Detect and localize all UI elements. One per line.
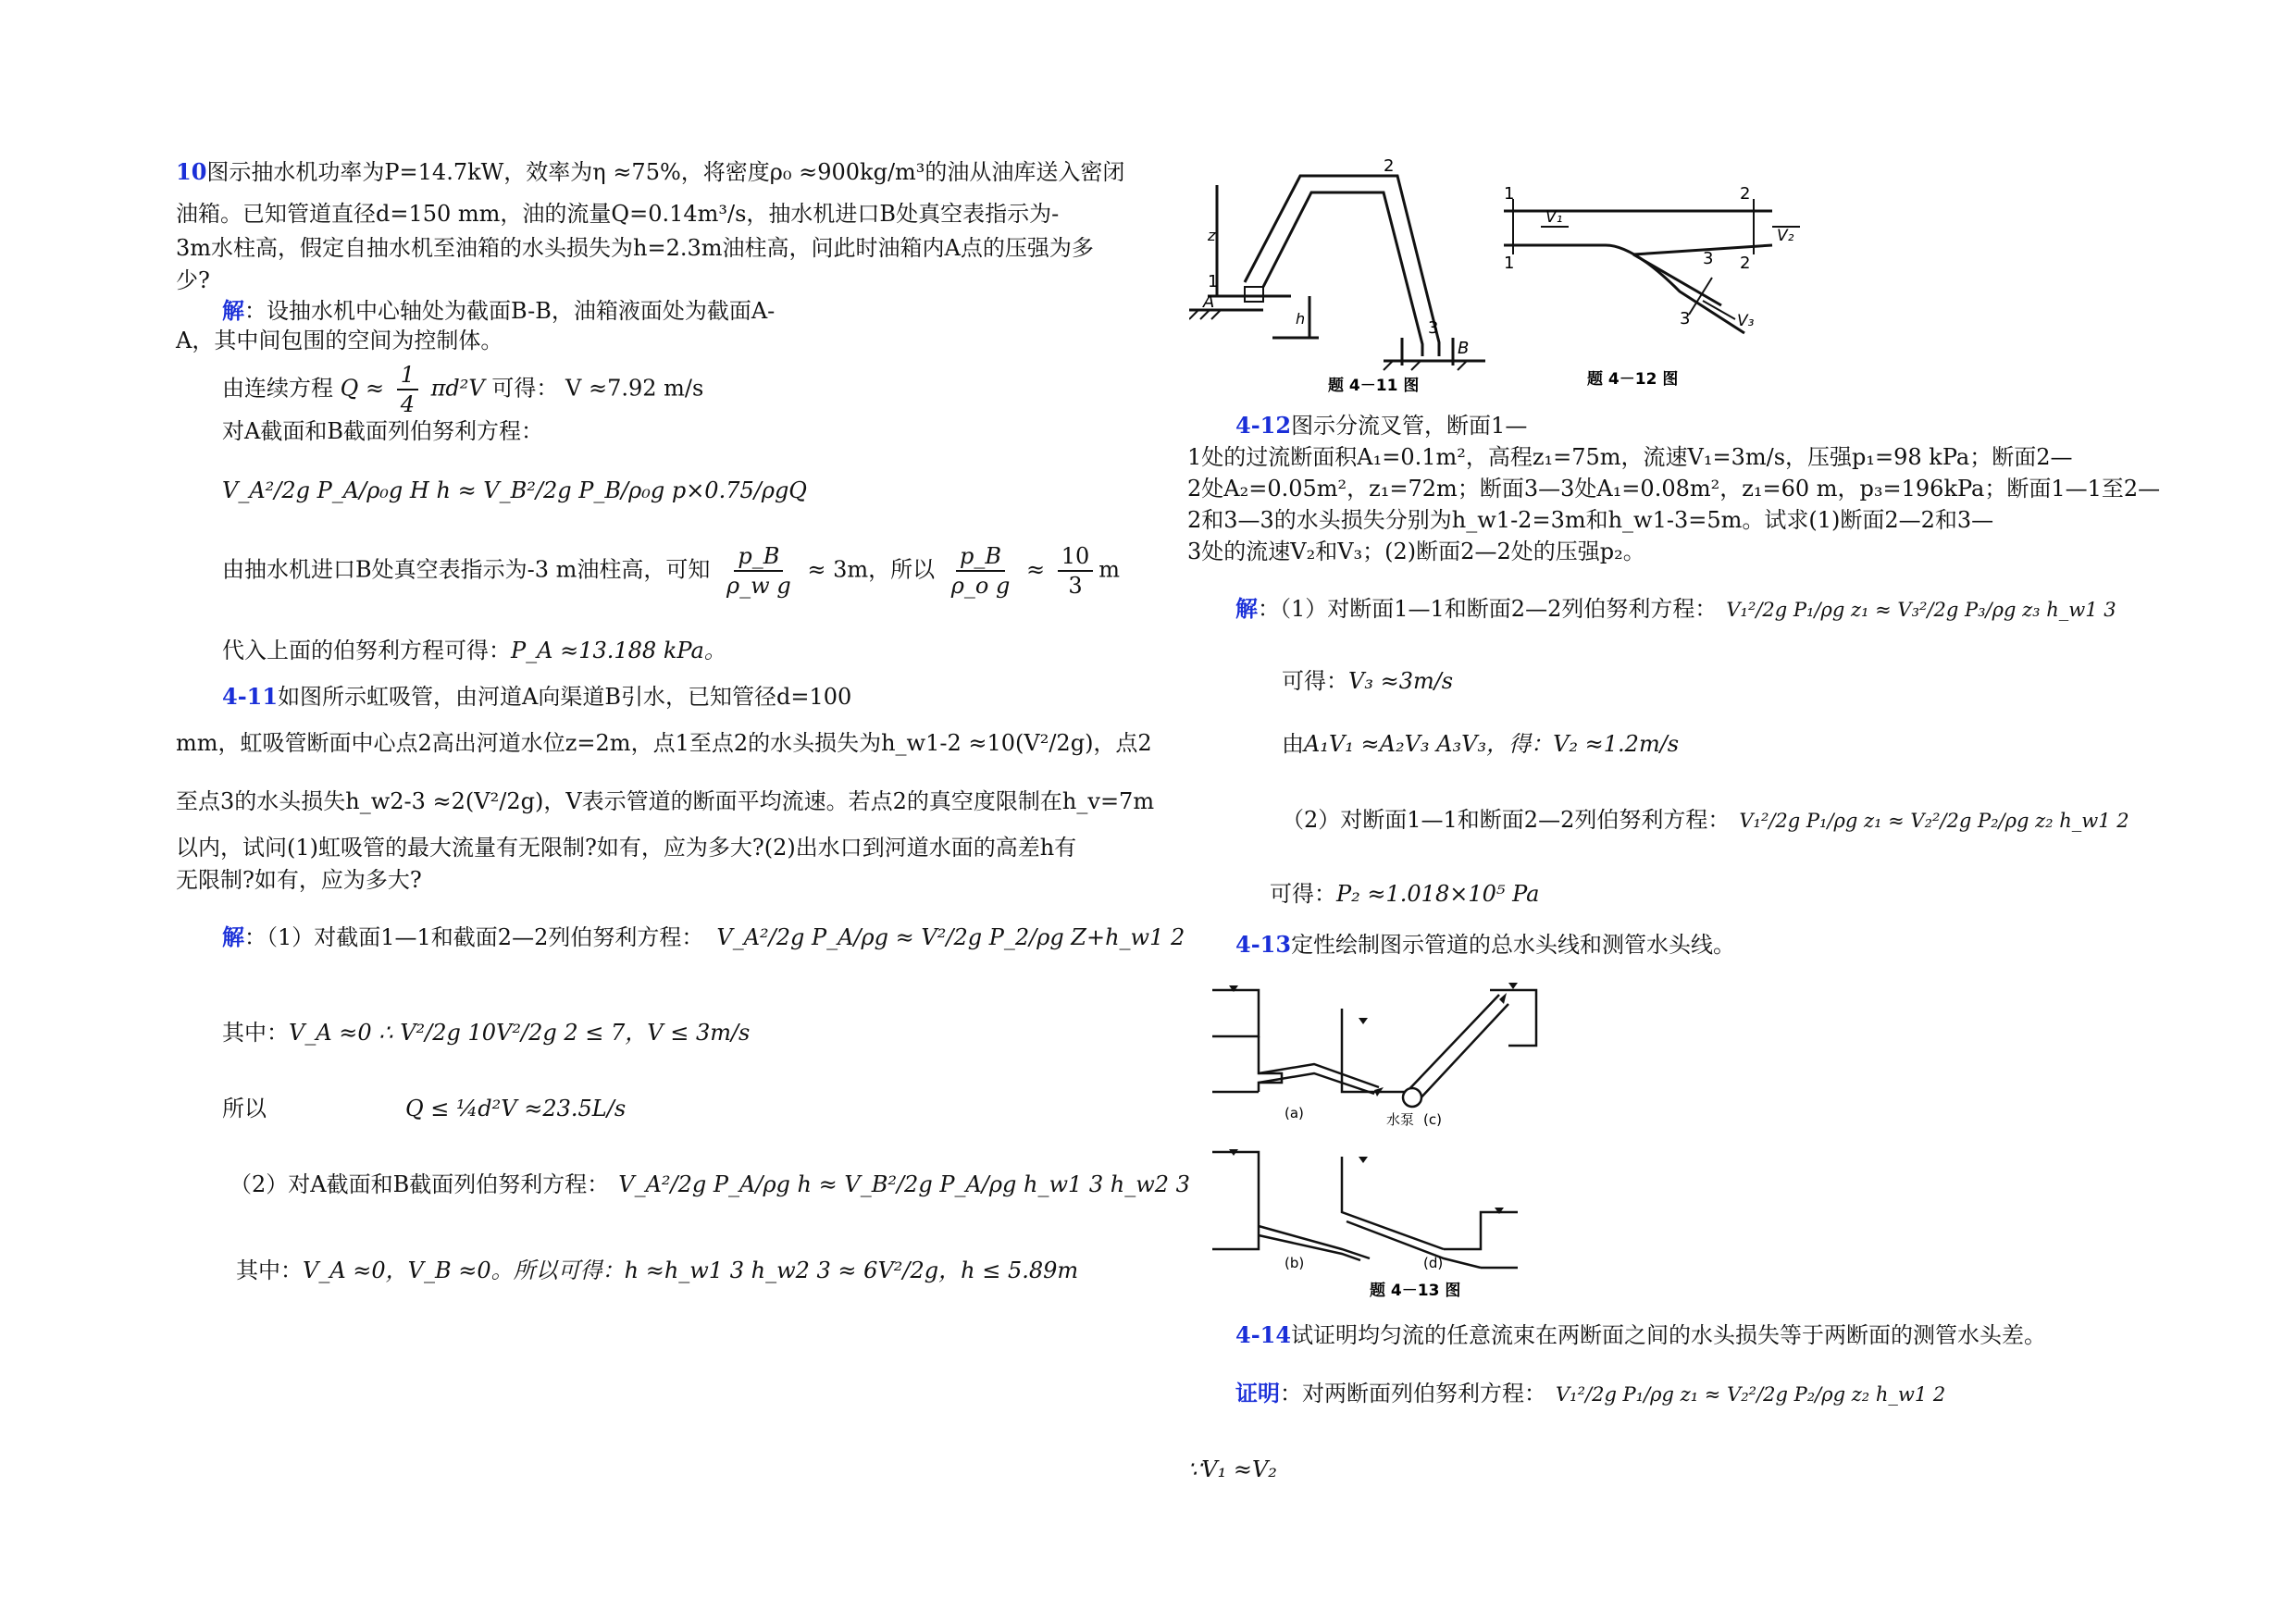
figure-caption: 题 4－13 图: [1370, 1282, 1461, 1300]
problem-4-12-line-2: 1处的过流断面积A₁=0.1m²，高程z₁=75m，流速V₁=3m/s，压强p₁=98 kPa；断面2—: [1187, 444, 2073, 470]
problem-4-11-line-5: 无限制?如有，应为多大?: [176, 867, 422, 893]
solution-11-final: 其中：V_A ≈0，V_B ≈0。所以可得：h ≈h_w1 3 h_w2 3 ≈ 6V²/2g，h ≤ 5.89m: [236, 1258, 1079, 1283]
problem-4-13: 4-13定性绘制图示管道的总水头线和测管水头线。: [1235, 931, 1736, 958]
solution-12-result-1: 可得：V₃ ≈3m/s: [1282, 668, 1454, 694]
figure-label: V₃: [1737, 312, 1755, 330]
figure-label: 3: [1680, 309, 1691, 328]
figure-4-12-branch-pipe: [1495, 185, 1800, 398]
figure-label: (a): [1285, 1105, 1304, 1121]
figure-4-11-siphon: [1189, 148, 1508, 398]
proof-4-14: 证明：对两断面列伯努利方程： V₁²/2g P₁/ρg z₁ ≈ V₂²/2g P₂/ρg z₂ h_w1 2: [1235, 1380, 1946, 1406]
figure-label: (b): [1285, 1255, 1305, 1271]
solution-11-part-2: （2）对A截面和B截面列伯努利方程： V_A²/2g P_A/ρg h ≈ V_B²/2g P_A/ρg h_w1 3 h_w2 3: [230, 1171, 1190, 1197]
figure-label: 1: [1504, 185, 1515, 204]
solution-label: 解: [1235, 595, 1258, 622]
figure-label: 水泵: [1386, 1111, 1415, 1128]
problem-number: 10: [176, 158, 207, 185]
vacuum-gauge-line: 由抽水机进口B处真空表指示为-3 m油柱高，可知 $\frac{p\_B}{\text{ρ\_w g}}$ ≈ 3m，所以 $\frac{p\_B}{\text{ρ\_o g}}$ ≈ $\frac{10}{3}$ m: [222, 543, 1121, 599]
problem-10-line-1: 10图示抽水机功率为P=14.7kW，效率为η ≈75%，将密度ρ₀ ≈900kg/m³的油从油库送入密闭: [176, 158, 1125, 185]
solution-10-line-1: 解：设抽水机中心轴处为截面B-B，油箱液面处为截面A-: [222, 297, 776, 324]
figure-label: 3: [1703, 249, 1714, 268]
problem-10-line-4: 少?: [176, 267, 210, 293]
figure-label: (d): [1423, 1255, 1444, 1271]
solution-12-part-2: （2）对断面1—1和断面2—2列伯努利方程： V₁²/2g P₁/ρg z₁ ≈ V₂²/2g P₂/ρg z₂ h_w1 2: [1282, 807, 2129, 833]
problem-4-12-line-4: 2和3—3的水头损失分别为h_w1-2=3m和h_w1-3=5m。试求(1)断面2—2和3—: [1187, 507, 1994, 533]
problem-4-12-line-5: 3处的流速V₂和V₃；(2)断面2—2处的压强p₂。: [1187, 539, 1645, 564]
problem-number: 4-14: [1235, 1321, 1292, 1348]
solution-11-so: 所以 Q ≤ ¼d²V ≈23.5L/s: [222, 1096, 627, 1121]
figure-label: V₂: [1777, 227, 1794, 245]
figure-label: B: [1458, 339, 1470, 358]
solution-label: 解: [222, 297, 244, 324]
problem-4-11-line-3: 至点3的水头损失h_w2-3 ≈2(V²/2g)，V表示管道的断面平均流速。若点2的真空度限制在h_v=7m: [176, 788, 1155, 814]
problem-4-11-line-4: 以内，试问(1)虹吸管的最大流量有无限制?如有，应为多大?(2)出水口到河道水面的高差h有: [176, 835, 1077, 861]
figure-caption: 题 4－12 图: [1587, 370, 1679, 389]
figure-label: 2: [1384, 156, 1395, 176]
problem-number: 4-12: [1235, 412, 1292, 439]
proof-4-14-last: ∵V₁ ≈V₂: [1187, 1456, 1277, 1482]
result-line: 代入上面的伯努利方程可得：P_A ≈13.188 kPa。: [222, 638, 726, 663]
figure-caption: 题 4－11 图: [1328, 377, 1420, 395]
problem-4-11-line-2: mm，虹吸管断面中心点2高出河道水位z=2m，点1至点2的水头损失为h_w1-2 ≈10(V²/2g)，点2: [176, 730, 1152, 756]
bernoulli-equation: V_A²/2g P_A/ρ₀g H h ≈ V_B²/2g P_B/ρ₀g p×0.75/ρgQ: [222, 477, 807, 503]
solution-label: 解: [222, 923, 244, 950]
figure-label: z: [1208, 227, 1216, 244]
problem-4-12-line-3: 2处A₂=0.05m²，z₁=72m；断面3—3处A₁=0.08m²，z₁=60 m，p₃=196kPa；断面1—1至2—: [1187, 476, 2161, 502]
bernoulli-intro: 对A截面和B截面列伯努利方程：: [222, 418, 543, 444]
fraction: $\frac{10}{3}$: [1058, 542, 1094, 600]
proof-label: 证明: [1235, 1380, 1280, 1406]
continuity-equation: 由连续方程 Q ≈ $\frac{1}{4}$ πd²V 可得： V ≈7.92 m/s: [222, 362, 704, 417]
solution-11-where: 其中：V_A ≈0 ∴ V²/2g 10V²/2g 2 ≤ 7，V ≤ 3m/s: [222, 1020, 751, 1046]
figure-label: h: [1296, 310, 1306, 328]
figure-label: 1: [1504, 254, 1515, 273]
fraction: $\frac{p\_B}{\text{ρ\_o g}}$: [950, 543, 1011, 599]
figure-label: V₁: [1545, 208, 1563, 227]
problem-4-11-line-1: 4-11如图所示虹吸管，由河道A向渠道B引水，已知管径d=100: [222, 683, 852, 710]
solution-12-part-1: 解：（1）对断面1—1和断面2—2列伯努利方程： V₁²/2g P₁/ρg z₁ ≈ V₃²/2g P₃/ρg z₃ h_w1 3: [1235, 595, 2116, 622]
figure-label: (c): [1423, 1111, 1442, 1128]
problem-4-14: 4-14试证明均匀流的任意流束在两断面之间的水头损失等于两断面的测管水头差。: [1235, 1321, 2047, 1348]
fraction: $\frac{p\_B}{\text{ρ\_w g}}$: [726, 543, 791, 599]
figure-label: 2: [1740, 185, 1751, 204]
solution-12-result-2: 由A₁V₁ ≈A₂V₃ A₃V₃，得：V₂ ≈1.2m/s: [1282, 731, 1680, 757]
figure-label: 1: [1208, 272, 1219, 291]
problem-10-line-2: 油箱。已知管道直径d=150 mm，油的流量Q=0.14m³/s，抽水机进口B处真空表指示为-: [176, 201, 1060, 227]
figure-label: 2: [1740, 254, 1751, 273]
solution-10-line-2: A，其中间包围的空间为控制体。: [176, 328, 503, 353]
fraction: $\frac{1}{4}$: [397, 361, 418, 418]
problem-number: 4-11: [222, 683, 279, 710]
figure-label: 3: [1428, 318, 1439, 338]
solution-12-result-3: 可得：P₂ ≈1.018×10⁵ Pa: [1270, 881, 1540, 907]
solution-11-part-1: 解：（1）对截面1—1和截面2—2列伯努利方程： V_A²/2g P_A/ρg ≈ V²/2g P_2/ρg Z+h_w1 2: [222, 923, 1185, 950]
figure-label: A: [1203, 292, 1215, 312]
figure-4-13-pipe-systems: [1203, 972, 1647, 1305]
problem-4-12-line-1: 4-12图示分流叉管，断面1—: [1235, 412, 1528, 439]
problem-number: 4-13: [1235, 931, 1292, 958]
problem-10-line-3: 3m水柱高，假定自抽水机至油箱的水头损失为h=2.3m油柱高，问此时油箱内A点的压强为多: [176, 235, 1094, 261]
